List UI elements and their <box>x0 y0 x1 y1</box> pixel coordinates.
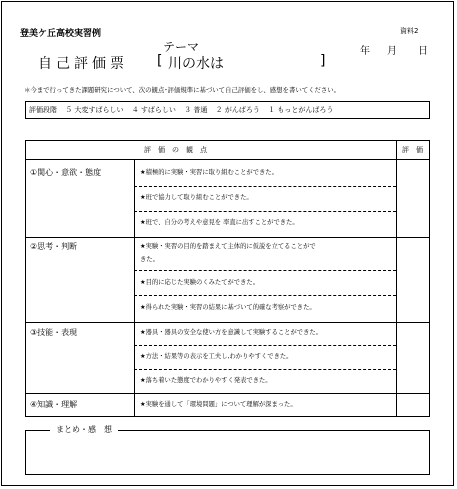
date-month-label: 月 <box>387 46 397 57</box>
date-year-label: 年 <box>360 46 370 57</box>
evaluation-scale <box>25 101 430 119</box>
header-divider <box>26 159 429 160</box>
theme-bracket-open: [ <box>157 53 163 69</box>
criterion-text: ★落ち着いた態度でわかりやすく発表できた。 <box>140 377 272 384</box>
summary-box[interactable] <box>25 425 430 475</box>
row-divider <box>134 369 396 370</box>
document-id: 資料2 <box>400 27 419 35</box>
date-day-label: 日 <box>418 46 428 57</box>
scale-level: １ もっとがんばろう <box>268 106 334 114</box>
scale-level: ３ 普通 <box>184 106 208 114</box>
instruction-text: ＊今まで行ってきた課題研究について、次の観点･評価規準に基づいて自己評価をし、感想を書いてください。 <box>24 86 341 94</box>
criterion-text: ★積極的に実験・実習に取り組むことができた。 <box>140 169 278 176</box>
criterion-text: きた。 <box>140 256 159 263</box>
criterion-text: ★器具・器具の安全な使い方を意識して実験することができた。 <box>140 329 322 336</box>
theme-value[interactable]: 川の水は <box>168 56 224 72</box>
criterion-text: ★目的に応じた実験のくみたてができた。 <box>140 279 259 286</box>
row-divider <box>134 295 396 296</box>
row-divider <box>134 270 396 271</box>
section-divider <box>26 322 429 323</box>
criterion-text: ★実験・実習の目的を踏まえて主体的に仮説を立てることがで <box>140 243 316 250</box>
row-divider <box>134 345 396 346</box>
section-divider <box>26 237 429 238</box>
criterion-text: ★方法・結果等の表示を工夫し,わかりやすくできた。 <box>140 353 293 360</box>
criterion-text: ★班で協力して取り組むことができた。 <box>140 194 253 201</box>
section-divider <box>26 393 429 394</box>
header-eval: 評 価 <box>402 146 423 154</box>
eval-column-divider <box>396 141 397 416</box>
document-title: 自己評価票 <box>38 56 128 72</box>
category-skill: ③技能・表現 <box>30 328 78 337</box>
summary-label: まとめ・感 想 <box>50 424 118 435</box>
theme-label: テーマ <box>163 40 200 54</box>
row-divider <box>134 186 396 187</box>
criterion-text: ★班で、自分の考えや意見を 率直に出すことができた。 <box>140 219 299 226</box>
row-divider <box>134 211 396 212</box>
criterion-text: ★得られた実験・実習の結果に基づいて的確な考察ができた。 <box>140 304 316 311</box>
theme-bracket-close: ] <box>320 53 326 69</box>
evaluation-table <box>25 140 430 417</box>
category-thinking: ②思考・判断 <box>30 242 78 251</box>
scale-level: ４ すばらしい <box>131 106 176 114</box>
category-interest: ①関心・意欲・態度 <box>30 168 102 177</box>
column-divider <box>134 159 135 416</box>
scale-level: ５ 大変すばらしい <box>65 106 124 114</box>
category-knowledge: ④知識・理解 <box>30 400 78 409</box>
scale-level: ２ がんばろう <box>215 106 260 114</box>
criterion-text: ★実験を通して「環境問題」について理解が深まった。 <box>140 401 297 408</box>
scale-label: 評価段階 <box>29 106 57 114</box>
header-viewpoint: 評 価 の 観 点 <box>144 146 207 154</box>
school-name: 登美ケ丘高校実習例 <box>20 29 102 39</box>
